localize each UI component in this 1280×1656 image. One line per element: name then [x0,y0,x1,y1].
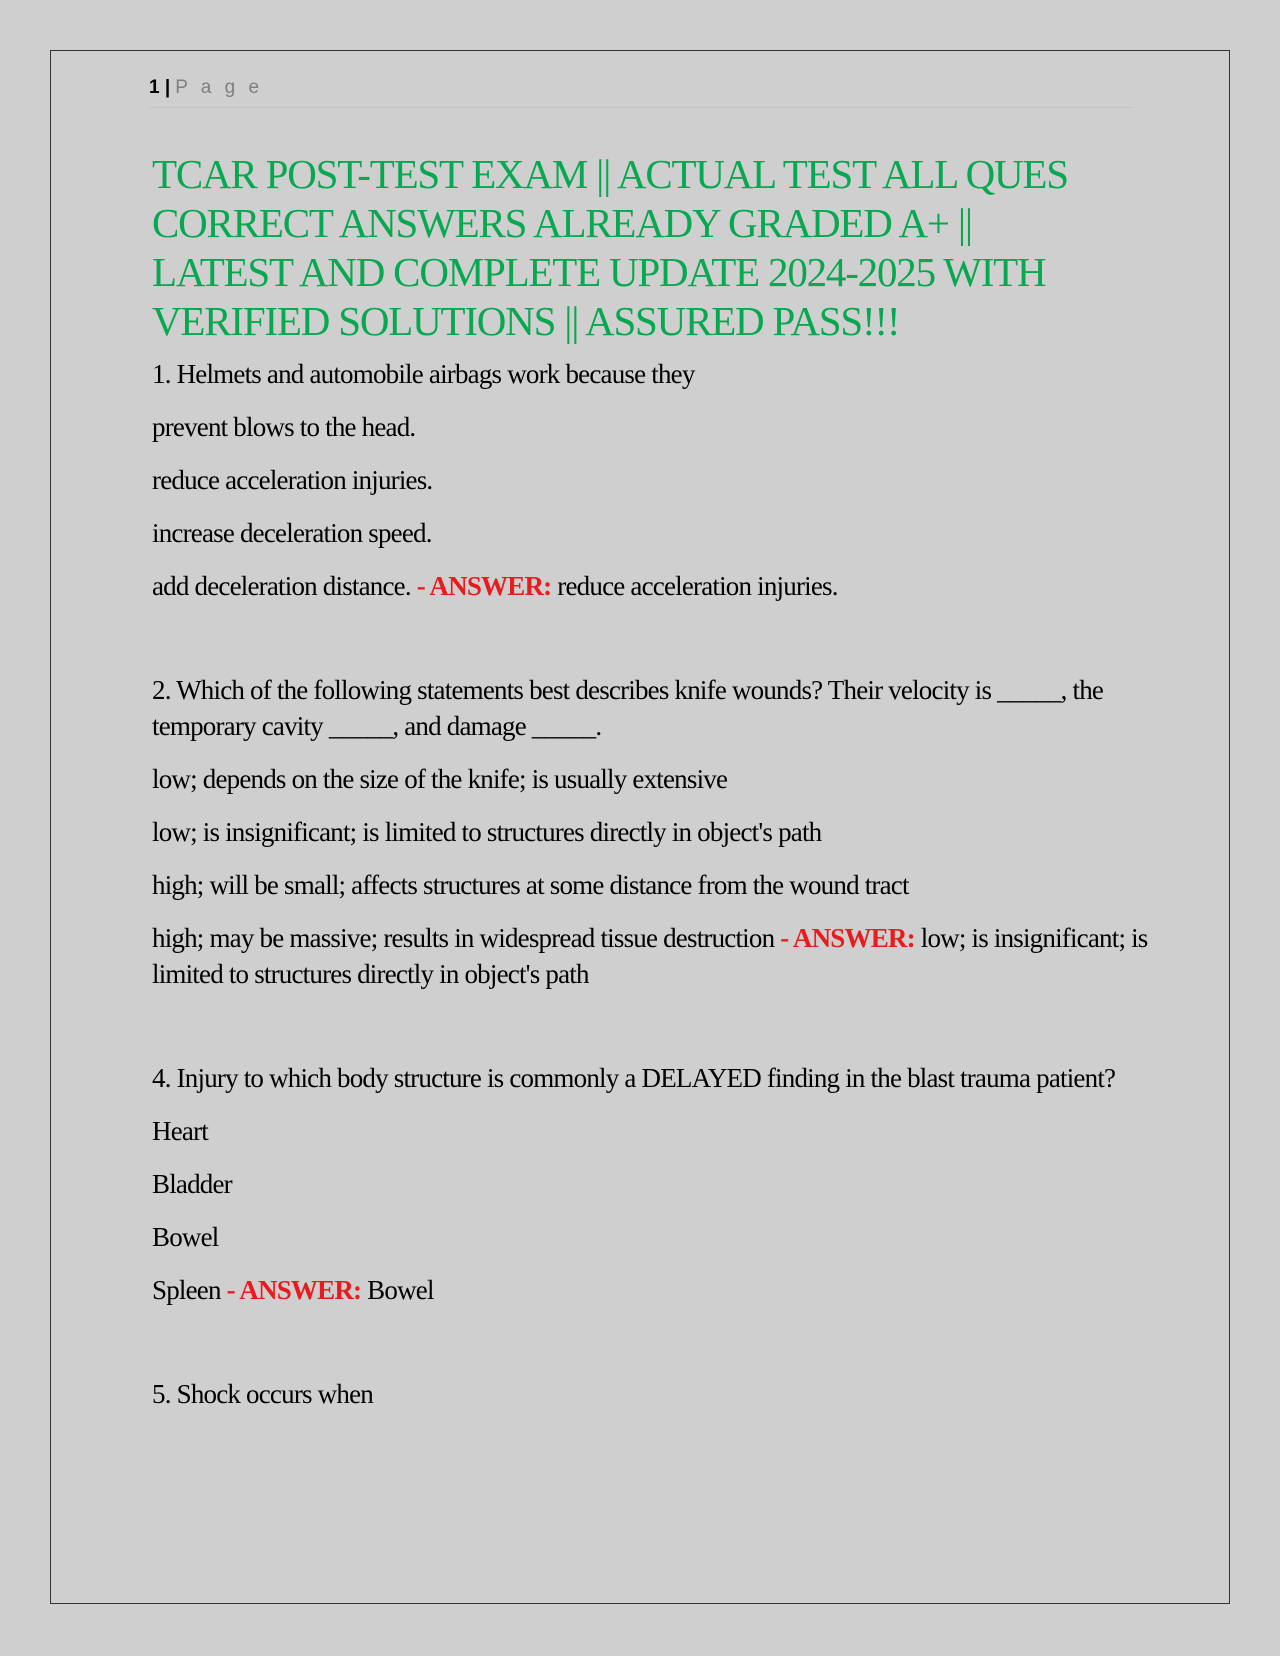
answer-option-with-answer [152,568,1152,604]
answer-option: Heart [152,1116,208,1146]
correct-answer: low; is insignificant; is limited to structures directly in object's path [152,923,1148,989]
title-line: TCAR POST-TEST EXAM || ACTUAL TEST ALL QUES [152,151,1068,197]
answer-label: - ANSWER: [780,923,915,953]
title-line: VERIFIED SOLUTIONS || ASSURED PASS!!! [152,298,900,344]
answer-option-with-answer [152,1272,1152,1308]
answer-label: - ANSWER: [226,1275,362,1305]
answer-option: Bowel [152,1222,219,1252]
question-block [152,1376,1152,1412]
answer-option-last: high; may be massive; results in widespread tissue destruction [152,923,775,953]
answer-option: low; depends on the size of the knife; is usually extensive [152,764,728,794]
title-line: CORRECT ANSWERS ALREADY GRADED A+ || [152,200,972,246]
page-number: 1 [149,77,160,98]
answer-option: Bladder [152,1169,232,1199]
question-text: 5. Shock occurs when [152,1379,373,1409]
answer-option: reduce acceleration injuries. [152,465,433,495]
correct-answer: reduce acceleration injuries. [557,571,838,601]
answer-label: - ANSWER: [416,571,552,601]
question-text: 1. Helmets and automobile airbags work because they [152,359,695,389]
answer-option: high; will be small; affects structures at some distance from the wound tract [152,870,909,900]
header-separator: | [164,77,171,98]
document-page [50,50,1230,1604]
question-block [152,672,1152,992]
question-text: 2. Which of the following statements best describes knife wounds? Their velocity is _____, the temporary cavity _____, and damage _____. [152,675,1104,741]
question-block [152,356,1152,604]
question-block [152,1060,1152,1308]
answer-option-last: Spleen [152,1275,221,1305]
title-line: LATEST AND COMPLETE UPDATE 2024-2025 WITH [152,249,1046,295]
answer-option-with-answer [152,920,1152,992]
answer-option: prevent blows to the head. [152,412,416,442]
document-content [152,150,1152,1429]
question-text: 4. Injury to which body structure is commonly a DELAYED finding in the blast trauma patient? [152,1063,1116,1093]
document-title [152,150,1152,346]
answer-option-last: add deceleration distance. [152,571,411,601]
correct-answer: Bowel [367,1275,434,1305]
answer-option: increase deceleration speed. [152,518,432,548]
answer-option: low; is insignificant; is limited to structures directly in object's path [152,817,822,847]
page-label: P a g e [175,77,264,98]
page-header [149,77,1134,108]
